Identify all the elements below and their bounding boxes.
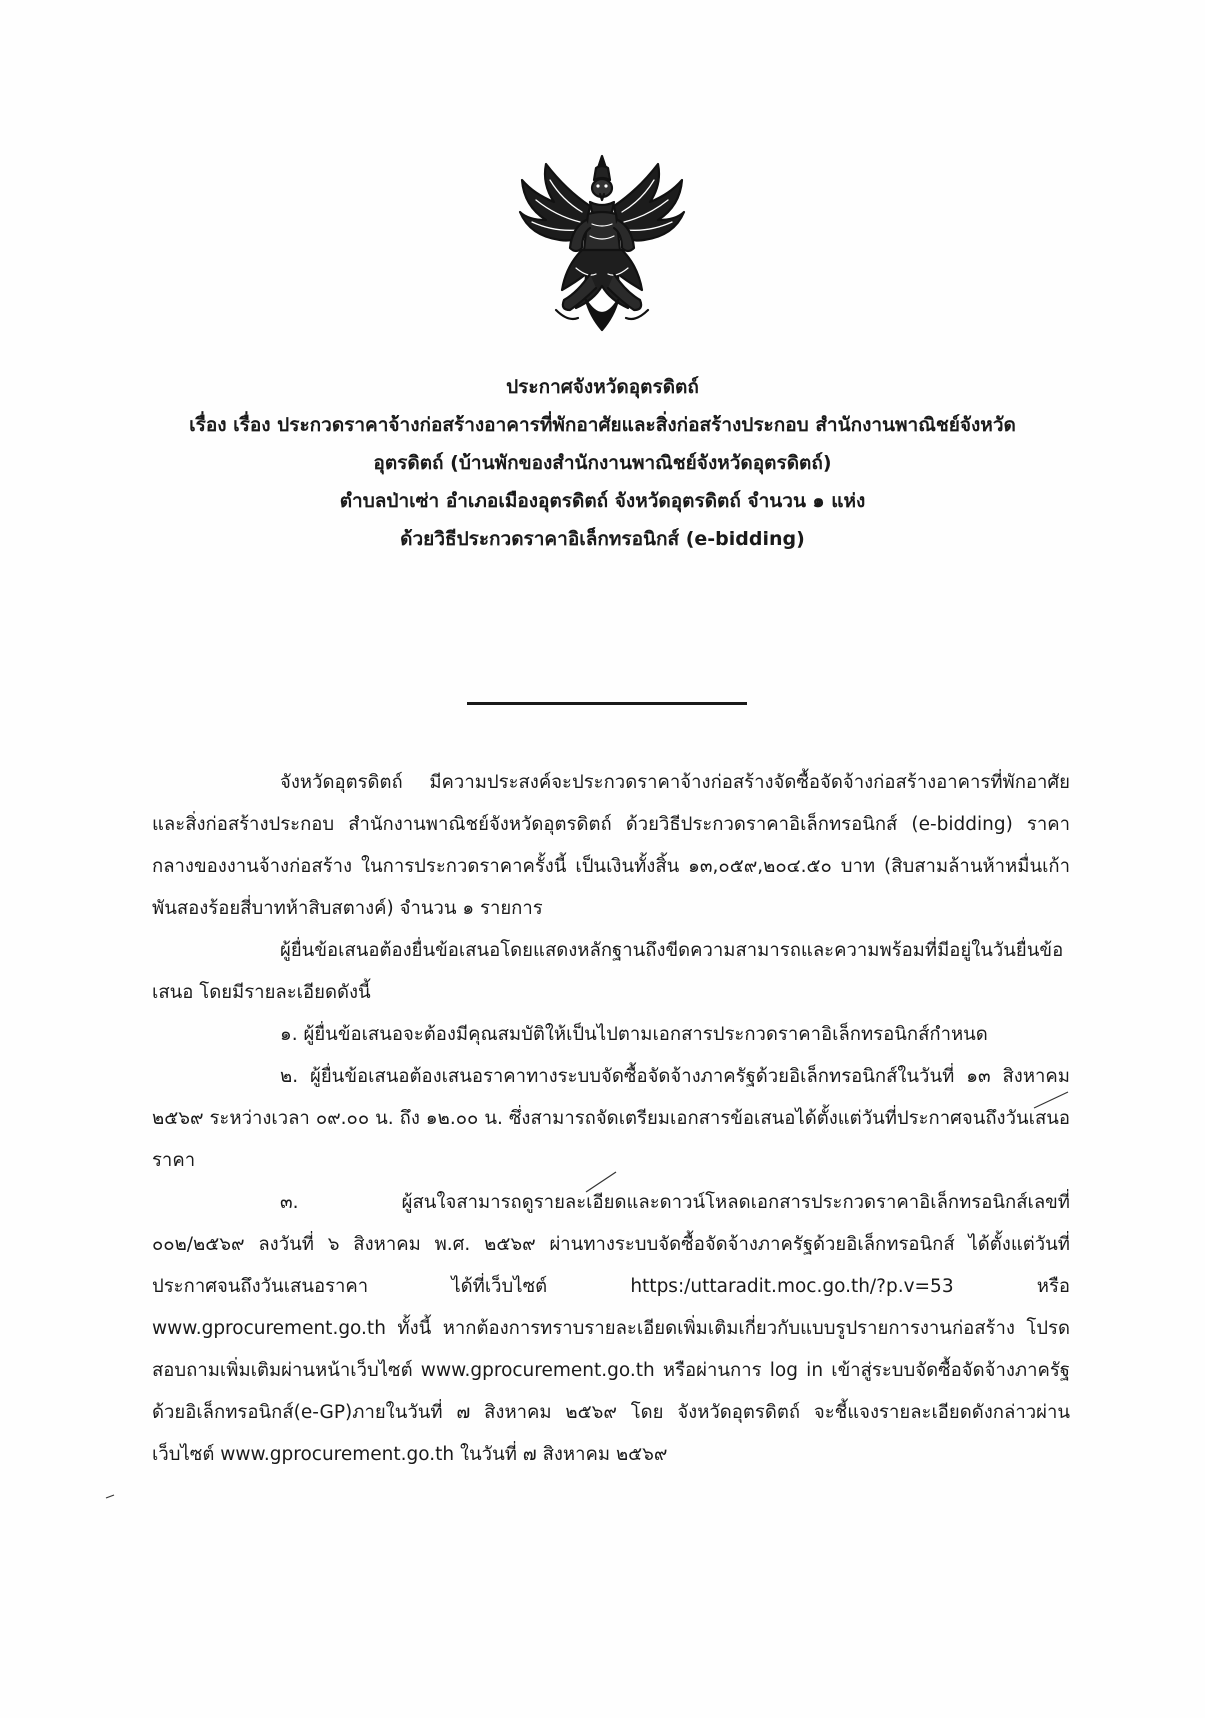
heading-divider <box>467 702 747 705</box>
heading-line-title: ประกาศจังหวัดอุตรดิตถ์ <box>506 376 699 398</box>
announcement-body <box>152 762 1070 1476</box>
handwritten-slash-mark <box>582 1166 622 1196</box>
handwritten-tick-mark <box>1032 1088 1072 1112</box>
paragraph-requirement: ผู้ยื่นข้อเสนอต้องยื่นข้อเสนอโดยแสดงหลักฐานถึงขีดความสามารถและความพร้อมที่มีอยู่ในวันยื่นข้อเสนอ โดยมีรายละเอียดดังนี้ <box>152 940 1064 1003</box>
list-item-bid-submission: ๒. ผู้ยื่นข้อเสนอต้องเสนอราคาทางระบบจัดซื้อจัดจ้างภาครัฐด้วยอิเล็กทรอนิกส์ในวันที่ ๑๓ สิงหาคม ๒๕๖๙ ระหว่างเวลา ๐๙.๐๐ น. ถึง ๑๒.๐๐ น. ซึ่งสามารถจัดเตรียมเอกสารข้อเสนอได้ตั้งแต่วันที่ประกาศจนถึงวันเสนอราคา <box>152 1066 1070 1171</box>
announcement-heading <box>110 368 1095 558</box>
paragraph-intro: จังหวัดอุตรดิตถ์ มีความประสงค์จะประกวดราคาจ้างก่อสร้างจัดซื้อจัดจ้างก่อสร้างอาคารที่พักอาศัยและสิ่งก่อสร้างประกอบ สำนักงานพาณิชย์จังหวัดอุตรดิตถ์ ด้วยวิธีประกวดราคาอิเล็กทรอนิกส์ (e-bidding) ราคากลางของงานจ้างก่อสร้าง ในการประกวดราคาครั้งนี้ เป็นเงินทั้งสิ้น ๑๓,๐๕๙,๒๐๔.๕๐ บาท (สิบสามล้านห้าหมื่นเก้าพันสองร้อยสี่บาทห้าสิบสตางค์) จำนวน ๑ รายการ <box>152 772 1070 919</box>
garuda-emblem-icon <box>516 150 688 334</box>
heading-line-subject-cont: อุตรดิตถ์ (บ้านพักของสำนักงานพาณิชย์จังหวัดอุตรดิตถ์) <box>373 452 832 474</box>
heading-line-method: ด้วยวิธีประกวดราคาอิเล็กทรอนิกส์ (e-bidding) <box>400 528 805 550</box>
heading-line-subject: เรื่อง เรื่อง ประกวดราคาจ้างก่อสร้างอาคารที่พักอาศัยและสิ่งก่อสร้างประกอบ สำนักงานพาณิชย์จังหวัด <box>189 414 1016 436</box>
list-item-document-download: ๓. ผู้สนใจสามารถดูรายละเอียดและดาวน์โหลดเอกสารประกวดราคาอิเล็กทรอนิกส์เลขที่ ๐๐๒/๒๕๖๙ ลงวันที่ ๖ สิงหาคม พ.ศ. ๒๕๖๙ ผ่านทางระบบจัดซื้อจัดจ้างภาครัฐด้วยอิเล็กทรอนิกส์ ได้ตั้งแต่วันที่ประกาศจนถึงวันเสนอราคา ได้ที่เว็บไซต์ https:/uttaradit.moc.go.th/?p.v=53 หรือ www.gprocurement.go.th ทั้งนี้ หากต้องการทราบรายละเอียดเพิ่มเติมเกี่ยวกับแบบรูปรายการงานก่อสร้าง โปรดสอบถามเพิ่มเติมผ่านหน้าเว็บไซต์ www.gprocurement.go.th หรือผ่านการ log in เข้าสู่ระบบจัดซื้อจัดจ้างภาครัฐด้วยอิเล็กทรอนิกส์(e-GP)ภายในวันที่ ๗ สิงหาคม ๒๕๖๙ โดย จังหวัดอุตรดิตถ์ จะชี้แจงรายละเอียดดังกล่าวผ่านเว็บไซต์ www.gprocurement.go.th ในวันที่ ๗ สิงหาคม ๒๕๖๙ <box>152 1192 1070 1465</box>
handwritten-dot-mark <box>104 1492 118 1502</box>
heading-line-location: ตำบลป่าเซ่า อำเภอเมืองอุตรดิตถ์ จังหวัดอุตรดิตถ์ จำนวน ๑ แห่ง <box>339 490 866 512</box>
list-item-qualification: ๑. ผู้ยื่นข้อเสนอจะต้องมีคุณสมบัติให้เป็นไปตามเอกสารประกวดราคาอิเล็กทรอนิกส์กำหนด <box>280 1024 988 1045</box>
